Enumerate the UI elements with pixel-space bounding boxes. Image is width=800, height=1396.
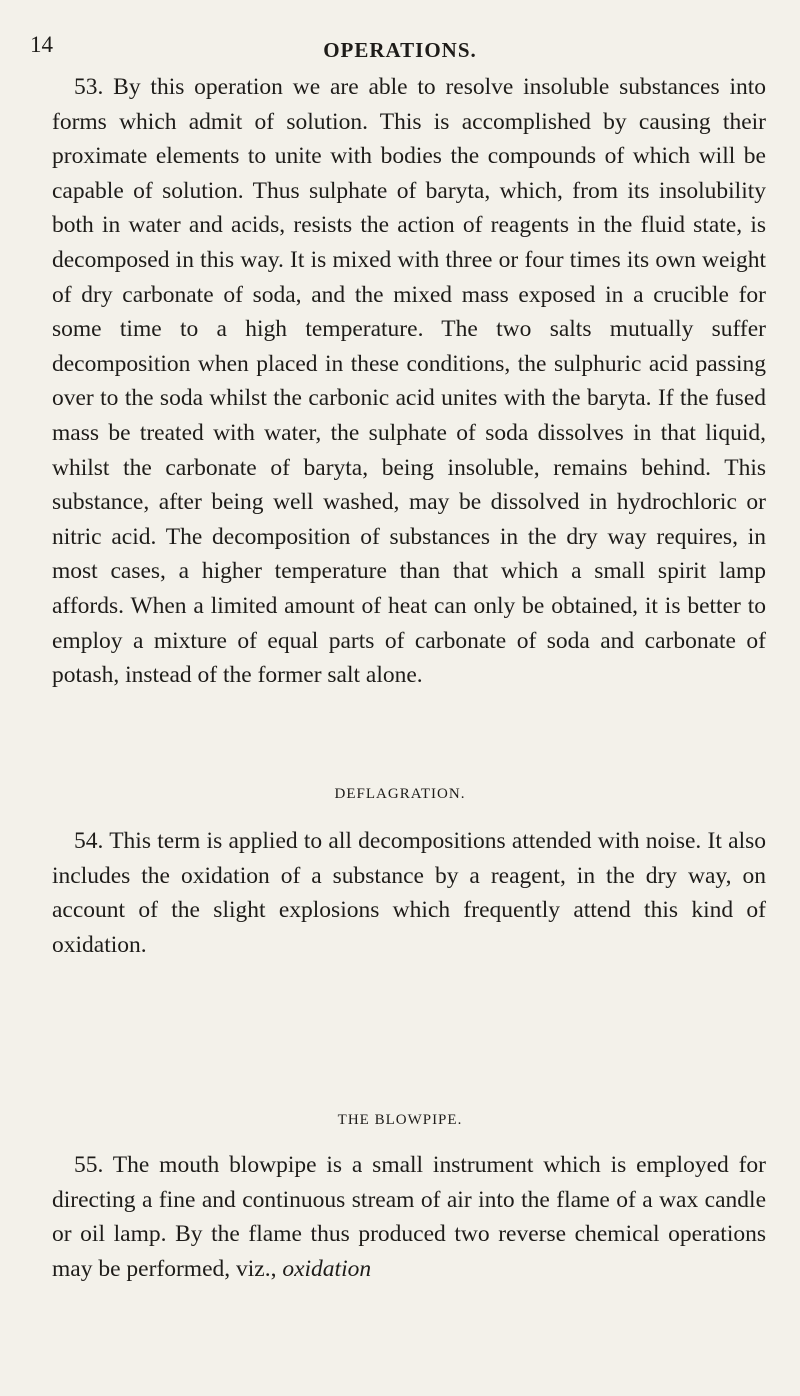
running-title: OPERATIONS. [323,38,477,62]
paragraph-54 [52,824,766,962]
paragraph-55 [52,1148,766,1286]
section-heading-deflagration: DEFLAGRATION. [334,786,466,802]
paragraph-55-body [52,1148,766,1286]
page-number: 14 [30,32,53,57]
paragraph-53 [52,70,766,693]
paragraph-53-text: 53. By this operation we are able to resolve insoluble substances into forms which admit of solution. This is accomplished by causing their proximate elements to unite with bodies the compounds of which will be capable of solution. Thus sulphate of baryta, which, from its insolubility both in water and acids, resists the action of reagents in the fluid state, is decomposed in this way. It is mixed with three or four times its own weight of dry carbonate of soda, and the mixed mass exposed in a crucible for some time to a high temperature. The two salts mutually suffer decomposition when placed in these conditions, the sulphuric acid passing over to the soda whilst the carbonic acid unites with the baryta. If the fused mass be treated with water, the sulphate of soda dissolves in that liquid, whilst the carbonate of baryta, being insoluble, remains behind. This substance, after being well washed, may be dissolved in hydrochloric or nitric acid. The decomposition of substances in the dry way requires, in most cases, a higher temperature than that which a small spirit lamp affords. When a limited amount of heat can only be obtained, it is better to employ a mixture of equal parts of carbonate of soda and carbonate of potash, instead of the former salt alone. [52,74,766,689]
section-heading-blowpipe: THE BLOWPIPE. [337,1112,463,1128]
paragraph-55-text: 55. The mouth blowpipe is a small instrument which is employed for directing a fine and continuous stream of air into the flame of a wax candle or oil lamp. By the flame thus produced two reverse chemical operations may be performed, viz., [52,1152,766,1282]
paragraph-55-italic-word: oxidation [282,1255,372,1282]
paragraph-54-text: 54. This term is applied to all decompositions attended with noise. It also includes the oxidation of a substance by a reagent, in the dry way, on account of the slight explosions which frequently attend this kind of oxidation. [52,828,766,958]
